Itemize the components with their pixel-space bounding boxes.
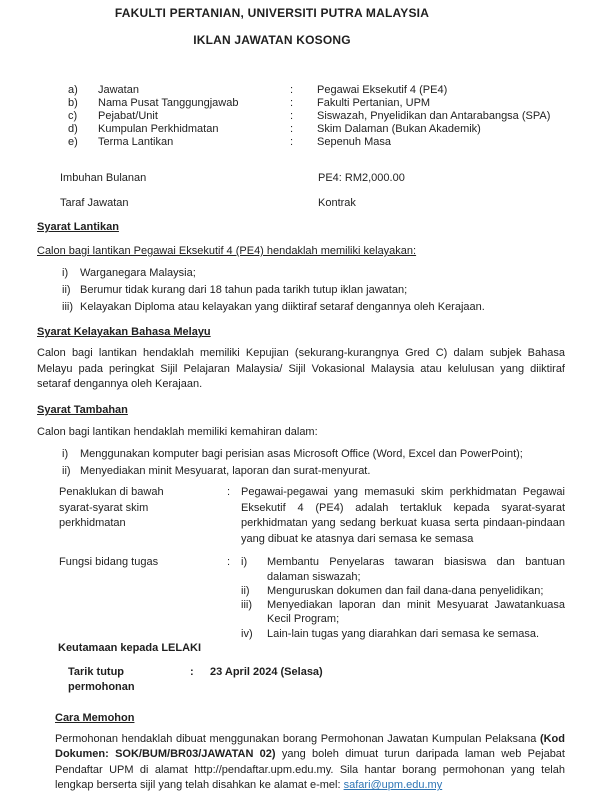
monthly-remuneration-row — [60, 172, 565, 185]
detail-label: Kumpulan Perkhidmatan — [98, 123, 219, 135]
job-detail-row-pejabat — [68, 110, 565, 123]
list-item-number: i) — [62, 447, 69, 460]
job-detail-row-jawatan — [68, 84, 565, 97]
job-detail-row-kumpulan — [68, 123, 565, 136]
list-item-number: iv) — [241, 627, 253, 640]
detail-value: Pegawai Eksekutif 4 (PE4) — [317, 84, 448, 96]
priority-note: Keutamaan kepada LELAKI — [58, 641, 202, 654]
list-item-text: Berumur tidak kurang dari 18 tahun pada tarikh tutup iklan jawatan; — [80, 283, 408, 296]
list-item — [62, 463, 565, 480]
job-detail-row-ptj — [68, 97, 565, 110]
detail-letter: b) — [68, 97, 78, 109]
job-details-list — [68, 84, 565, 149]
paragraph-text: yang boleh dimuat turun daripada laman web Pejabat Pendaftar UPM di alamat http://pendaftar.upm.edu.my. Sila hantar borang permohonan yang telah lengkap berserta sijil yang telah disahkan ke alamat e-mel: — [55, 748, 565, 792]
detail-value: Skim Dalaman (Bukan Akademik) — [317, 123, 481, 135]
email-link[interactable]: safari@upm.edu.my — [343, 779, 443, 792]
heading-cara-memohon: Cara Memohon — [55, 711, 135, 724]
detail-label: Pejabat/Unit — [98, 110, 158, 122]
detail-letter: e) — [68, 136, 78, 148]
document-header — [37, 6, 507, 48]
penaklukan-value: Pegawai-pegawai yang memasuki skim perkhidmatan Pegawai Eksekutif 4 (PE4) adalah tertakluk kepada syarat-syarat perkhidmatan yang sedang berkuat kuasa serta pindaan-pindaan yang dibuat ke atasnya dari semasa ke semasa — [241, 486, 565, 545]
syarat-lantikan-list — [62, 265, 565, 315]
syarat-lantikan-intro: Calon bagi lantikan Pegawai Eksekutif 4 (PE4) hendaklah memiliki kelayakan: — [37, 245, 417, 257]
list-item — [241, 627, 565, 641]
fungsi-colon: : — [227, 556, 231, 569]
closing-date-colon: : — [190, 665, 194, 678]
list-item-text: Lain-lain tugas yang diarahkan dari semasa ke semasa. — [267, 627, 540, 640]
paragraph-text: Permohonan hendaklah dibuat menggunakan borang Permohonan Jawatan Kumpulan Pelaksana — [55, 732, 540, 745]
list-item-number: ii) — [62, 283, 71, 296]
page-title: FAKULTI PERTANIAN, UNIVERSITI PUTRA MALAYSIA — [114, 6, 430, 20]
detail-colon: : — [290, 136, 294, 148]
remuneration-value: PE4: RM2,000.00 — [318, 172, 405, 184]
job-status-value: Kontrak — [318, 197, 356, 209]
document-code: (Kod Dokumen: SOK/BUM/BR03/JAWATAN 02) — [55, 732, 565, 761]
detail-label: Jawatan — [98, 84, 139, 96]
list-item — [62, 282, 565, 299]
list-item-number: iii) — [241, 599, 252, 612]
list-item-number: i) — [62, 267, 69, 279]
syarat-tambahan-intro: Calon bagi lantikan hendaklah memiliki kemahiran dalam: — [37, 425, 318, 438]
list-item-number: ii) — [62, 464, 71, 477]
list-item — [241, 555, 565, 583]
closing-date-value: 23 April 2024 (Selasa) — [210, 665, 323, 678]
job-detail-row-terma — [68, 136, 565, 149]
detail-value: Fakulti Pertanian, UPM — [317, 97, 431, 109]
how-to-apply-paragraph — [55, 732, 565, 792]
closing-date-row — [68, 665, 565, 695]
list-item-text: Membantu Penyelaras tawaran biasiswa dan bantuan dalaman siswazah; — [267, 556, 565, 583]
detail-label: Terma Lantikan — [98, 136, 174, 148]
detail-label: Nama Pusat Tanggungjawab — [98, 97, 239, 109]
list-item-number: i) — [241, 556, 248, 569]
detail-value: Siswazah, Pnyelidikan dan Antarabangsa (SPA) — [317, 110, 551, 122]
list-item-text: Menyediakan laporan dan minit Mesyuarat Jawatankuasa Kecil Program; — [267, 599, 565, 626]
heading-syarat-bahasa: Syarat Kelayakan Bahasa Melayu — [37, 326, 211, 339]
list-item-number: ii) — [241, 584, 250, 597]
list-item — [241, 598, 565, 626]
detail-value: Sepenuh Masa — [317, 136, 391, 148]
list-item-number: iii) — [62, 300, 73, 313]
fungsi-label: Fungsi bidang tugas — [59, 556, 159, 569]
list-item-text: Menyediakan minit Mesyuarat, laporan dan surat-menyurat. — [80, 464, 371, 477]
syarat-tambahan-list — [62, 446, 565, 480]
detail-letter: c) — [68, 110, 78, 122]
detail-letter: a) — [68, 84, 78, 96]
list-item — [62, 299, 565, 316]
heading-syarat-lantikan: Syarat Lantikan — [37, 221, 119, 233]
syarat-bahasa-paragraph: Calon bagi lantikan hendaklah memiliki Kepujian (sekurang-kurangnya Gred C) dalam subjek Bahasa Melayu pada peringkat Sijil Pelajaran Malaysia/ Sijil Vokasional Malaysia atau kelulusan yang diiktiraf setaraf dengannya oleh Kerajaan. — [37, 347, 565, 391]
list-item-text: Menguruskan dokumen dan fail dana-dana penyelidikan; — [267, 584, 544, 597]
detail-colon: : — [290, 123, 294, 135]
detail-colon: : — [290, 97, 294, 109]
list-item — [241, 584, 565, 598]
closing-date-label: Tarik tutup permohonan — [68, 665, 135, 693]
detail-colon: : — [290, 84, 294, 96]
heading-syarat-tambahan: Syarat Tambahan — [37, 403, 128, 416]
remuneration-label: Imbuhan Bulanan — [60, 172, 147, 184]
job-status-row — [60, 197, 565, 210]
list-item-text: Warganegara Malaysia; — [80, 267, 196, 279]
page-subtitle: IKLAN JAWATAN KOSONG — [193, 33, 351, 47]
detail-letter: d) — [68, 123, 78, 135]
detail-colon: : — [290, 110, 294, 122]
job-status-label: Taraf Jawatan — [60, 197, 129, 209]
list-item-text: Kelayakan Diploma atau kelayakan yang diiktiraf setaraf dengannya oleh Kerajaan. — [80, 300, 485, 313]
list-item — [62, 265, 565, 282]
fungsi-bidang-tugas-row — [59, 555, 565, 640]
penaklukan-colon: : — [227, 486, 231, 499]
fungsi-items — [241, 555, 565, 640]
list-item-text: Menggunakan komputer bagi perisian asas Microsoft Office (Word, Excel dan PowerPoint); — [80, 447, 523, 460]
penaklukan-label: Penaklukan di bawah syarat-syarat skim perkhidmatan — [59, 486, 164, 530]
penaklukan-row — [59, 485, 565, 547]
list-item — [62, 446, 565, 463]
